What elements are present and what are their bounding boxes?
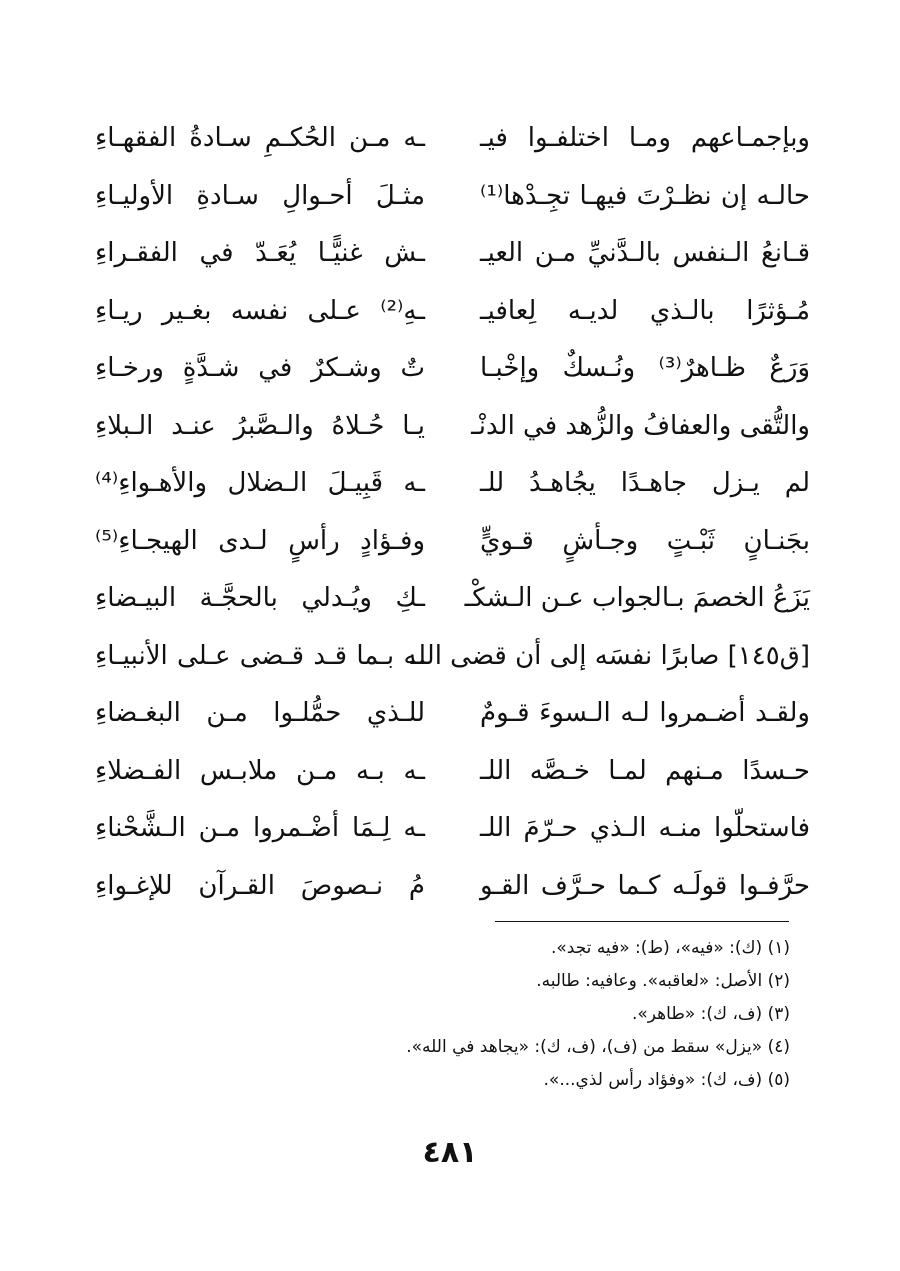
verse-first-hemistich: وبإجمـاعهم ومـا اختلفـوا فيـ bbox=[480, 123, 810, 153]
verse-second-hemistich: ـش غنيًّـا يُعَـدّ في الفقـراءِ bbox=[95, 238, 425, 268]
verse-first-hemistich: فاستحلّوا منـه الـذي حـرّمَ اللـ bbox=[480, 813, 810, 843]
verse-line bbox=[95, 340, 810, 398]
verse-line bbox=[95, 283, 810, 341]
verse-first-hemistich: والتُّقى والعفافُ والزُّهد في الدنْـ bbox=[471, 410, 810, 441]
verse-line bbox=[95, 570, 810, 628]
verse-first-hemistich: [ق١٤٥] صابرًا نفسَه إلى أن قضى اللـ bbox=[410, 640, 810, 671]
poem-verses bbox=[95, 110, 810, 915]
footnote: (٥) (ف، ك): «وفؤاد رأس لذي...». bbox=[543, 1070, 790, 1090]
verse-first-hemistich: قـانعُ الـنفس بالـدَّنيِّ مـن العيـ bbox=[480, 238, 810, 268]
verse-first-hemistich: ولقـد أضـمروا لـه الـسوءَ قـومٌ bbox=[480, 698, 810, 728]
verse-second-hemistich: ـه بـه مـن ملابـس الفـضلاءِ bbox=[95, 755, 425, 786]
page-number: ٤٨١ bbox=[422, 1135, 478, 1170]
verse-second-hemistich: ـه قَبِيـلَ الـضلال والأهـواءِ⁽⁴⁾ bbox=[95, 468, 425, 498]
verse-second-hemistich: ـه مـن الحُكـمِ سـادةُ الفقهـاءِ bbox=[95, 123, 425, 153]
verse-second-hemistich: للـذي حمُّلـوا مـن البغـضاءِ bbox=[95, 698, 425, 728]
verse-first-hemistich: يَزَعُ الخصمَ بـالجواب عـن الـشكْـ bbox=[464, 583, 810, 613]
footnotes bbox=[190, 932, 790, 1097]
footnote: (٣) (ف، ك): «طاهر». bbox=[632, 1004, 790, 1024]
verse-first-hemistich: بجَنـانٍ ثَبْـتٍ وجـأشٍ قـويٍّ bbox=[480, 525, 810, 556]
verse-first-hemistich: مُـؤثرًا بالـذي لديـه لِعافيـ bbox=[480, 295, 810, 326]
verse-line bbox=[95, 743, 810, 801]
verse-line bbox=[95, 858, 810, 916]
footnote-separator bbox=[495, 921, 789, 922]
verse-line bbox=[95, 168, 810, 226]
footnote: (٢) الأصل: «لعاقبه». وعافيه: طالبه. bbox=[536, 971, 790, 991]
verse-second-hemistich: ـه لِـمَا أضْـمروا مـن الـشَّحْناءِ bbox=[95, 813, 425, 843]
footnote: (١) (ك): «فيه»، (ط): «فيه تجد». bbox=[550, 938, 790, 958]
verse-line bbox=[95, 455, 810, 513]
verse-first-hemistich: وَرَعٌ ظـاهرٌ⁽³⁾ ونُـسكٌ وإخْبـا bbox=[480, 353, 810, 383]
verse-line bbox=[95, 800, 810, 858]
verse-second-hemistich: مثـلَ أحـوالِ سـادةِ الأوليـاءِ bbox=[95, 180, 425, 211]
verse-line bbox=[95, 628, 810, 686]
verse-first-hemistich: حـسدًا مـنهم لمـا خـصَّه اللـ bbox=[480, 755, 810, 786]
footnote: (٤) «يزل» سقط من (ف)، (ف، ك): «يجاهد في الله». bbox=[406, 1037, 790, 1057]
verse-second-hemistich: وفـؤادٍ رأسٍ لـدى الهيجـاءِ⁽⁵⁾ bbox=[95, 525, 425, 556]
verse-line bbox=[95, 110, 810, 168]
verse-second-hemistich: يـا حُـلاهُ والـصَّبرُ عنـد الـبلاءِ bbox=[95, 410, 425, 441]
verse-line bbox=[95, 513, 810, 571]
verse-line bbox=[95, 398, 810, 456]
verse-line bbox=[95, 685, 810, 743]
verse-second-hemistich: ـهِ⁽²⁾ عـلى نفسه بغـير ريـاءِ bbox=[95, 295, 425, 326]
verse-second-hemistich: ـكِ ويُـدلي بالحجَّـة البيـضاءِ bbox=[95, 583, 425, 613]
verse-line bbox=[95, 225, 810, 283]
verse-second-hemistich: ـه بـما قـد قـضى عـلى الأنبيـاءِ bbox=[95, 640, 425, 671]
verse-first-hemistich: حرَّفـوا قولَـه كـما حـرَّف القـو bbox=[480, 870, 810, 901]
verse-first-hemistich: لم يـزل جاهـدًا يجُاهـدُ للـ bbox=[480, 468, 810, 498]
verse-first-hemistich: حالـه إن نظـرْتَ فيهـا تجِـدْها⁽¹⁾ bbox=[480, 180, 810, 211]
verse-second-hemistich: تٌ وشـكرٌ في شـدَّةٍ ورخـاءِ bbox=[95, 353, 425, 383]
verse-second-hemistich: مُ نـصوصَ القـرآن للإغـواءِ bbox=[95, 870, 425, 901]
